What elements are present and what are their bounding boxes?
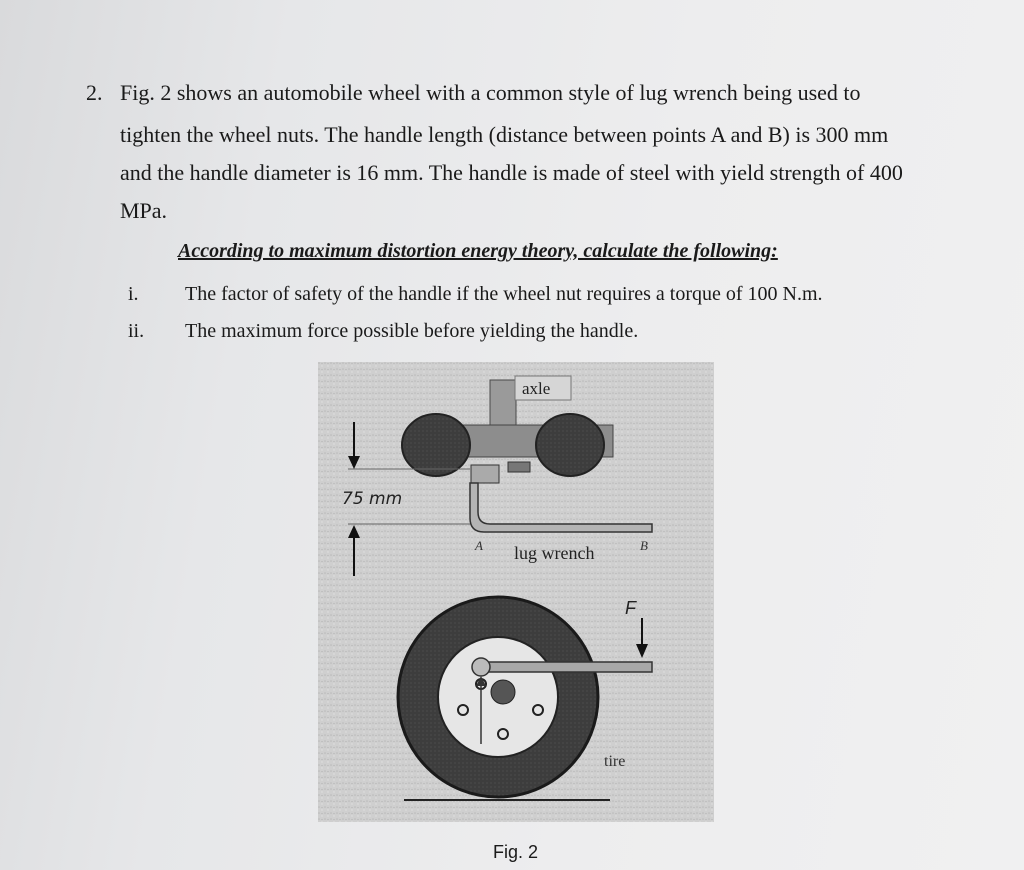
question-line-4: MPa. [120,198,168,223]
instruction-heading: According to maximum distortion energy theory, calculate the following: [178,240,778,262]
force-label: F [625,598,636,618]
wheel-nut-top [471,465,499,483]
dimension-label: 75 mm [342,489,403,509]
question-line-1: Fig. 2 shows an automobile wheel with a common style of lug wrench being used to [120,80,861,105]
wheel-wrench-figure [318,362,714,822]
tire-label: tire [604,753,626,770]
item-numeral-ii: ii. [128,320,145,342]
lug-wrench-label: lug wrench [514,543,595,563]
tire-section-left [402,414,470,476]
question-line-2: tighten the wheel nuts. The handle length (distance between points A and B) is 300 mm [120,122,889,147]
point-a-label: A [475,538,483,553]
item-text-i: The factor of safety of the handle if the wheel nut requires a torque of 100 N.m. [185,283,823,305]
axle-label: axle [522,379,551,398]
wheel-hub-front [491,680,515,704]
point-b-label: B [640,538,648,553]
wrench-socket-front [472,658,490,676]
figure-caption: Fig. 2 [493,842,539,862]
question-line-3: and the handle diameter is 16 mm. The handle is made of steel with yield strength of 400 [120,160,903,185]
item-text-ii: The maximum force possible before yielding the handle. [185,320,639,342]
question-number: 2. [86,80,103,105]
tire-section-right [536,414,604,476]
item-numeral-i: i. [128,283,139,305]
wheel-stud-top [508,462,530,472]
wrench-handle-front [478,662,652,672]
